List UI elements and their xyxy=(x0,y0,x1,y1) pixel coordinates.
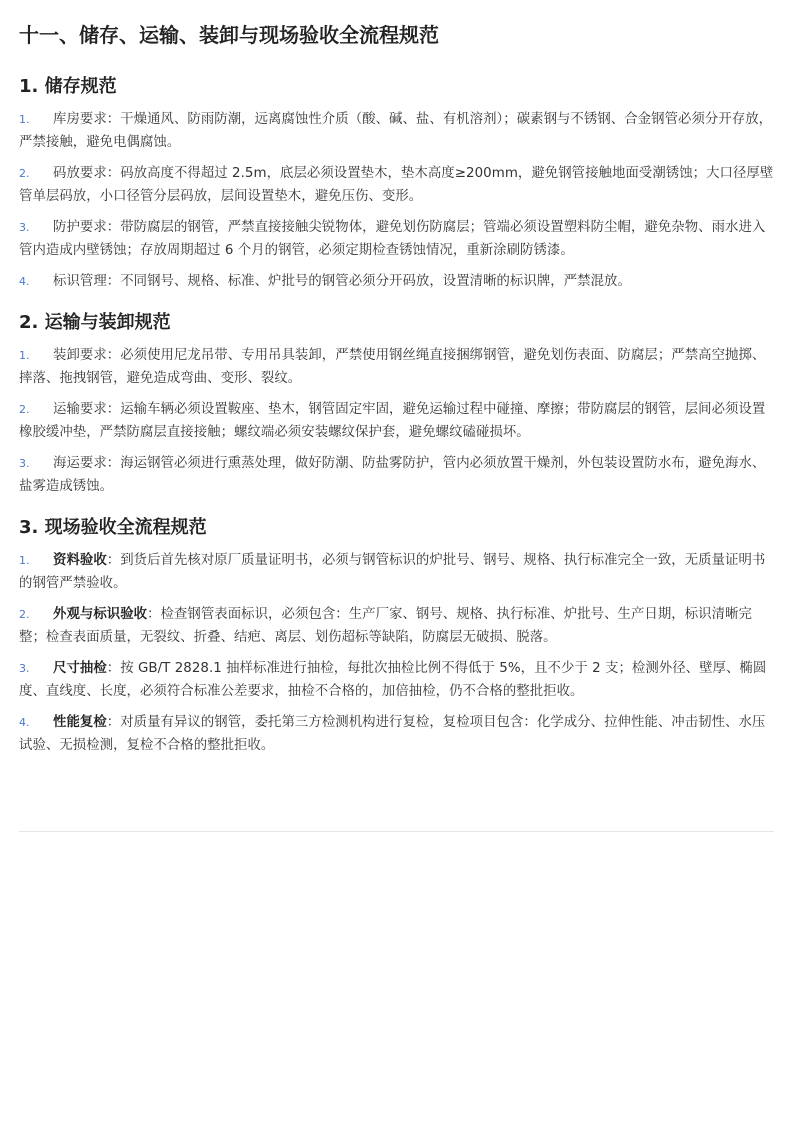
list-item xyxy=(19,452,774,498)
page-title: 十一、储存、运输、装卸与现场验收全流程规范 xyxy=(19,23,439,47)
item-text: 库房要求：干燥通风、防雨防潮，远离腐蚀性介质（酸、碱、盐、有机溶剂）；碳素钢与不锈钢、合金钢管必须分开存放，严禁接触，避免电偶腐蚀。 xyxy=(19,112,773,150)
item-number: 2. xyxy=(19,608,30,621)
acceptance-list xyxy=(19,549,774,757)
item-label: 资料验收 xyxy=(53,553,107,568)
list-item xyxy=(19,603,774,649)
transport-list xyxy=(19,344,774,498)
item-number: 1. xyxy=(19,113,30,126)
item-text: 运输要求：运输车辆必须设置鞍座、垫木，钢管固定牢固，避免运输过程中碰撞、摩擦；带防腐层的钢管，层间必须设置橡胶缓冲垫，严禁防腐层直接接触；螺纹端必须安装螺纹保护套，避免螺纹磕碰损坏。 xyxy=(19,402,766,440)
list-item xyxy=(19,711,774,757)
divider xyxy=(19,831,774,832)
list-item xyxy=(19,270,774,293)
item-number: 4. xyxy=(19,716,30,729)
item-text: 海运要求：海运钢管必须进行熏蒸处理，做好防潮、防盐雾防护，管内必须放置干燥剂，外包装设置防水布，避免海水、盐雾造成锈蚀。 xyxy=(19,456,766,494)
item-text: 防护要求：带防腐层的钢管，严禁直接接触尖锐物体，避免划伤防腐层；管端必须设置塑料防尘帽，避免杂物、雨水进入管内造成内壁锈蚀；存放周期超过 6 个月的钢管，必须定期检查锈蚀情况，重新涂刷防锈漆。 xyxy=(19,220,766,258)
item-text: 标识管理：不同钢号、规格、标准、炉批号的钢管必须分开码放，设置清晰的标识牌，严禁混放。 xyxy=(53,274,631,289)
list-item xyxy=(19,549,774,595)
item-label: 性能复检 xyxy=(53,715,107,730)
list-item xyxy=(19,344,774,390)
item-number: 2. xyxy=(19,167,30,180)
item-text: 码放要求：码放高度不得超过 2.5m，底层必须设置垫木，垫木高度≥200mm，避免钢管接触地面受潮锈蚀；大口径厚壁管单层码放，小口径管分层码放，层间设置垫木，避免压伤、变形。 xyxy=(19,166,774,204)
item-text: 装卸要求：必须使用尼龙吊带、专用吊具装卸，严禁使用钢丝绳直接捆绑钢管，避免划伤表面、防腐层；严禁高空抛掷、摔落、拖拽钢管，避免造成弯曲、变形、裂纹。 xyxy=(19,348,766,386)
item-text: ：到货后首先核对原厂质量证明书，必须与钢管标识的炉批号、钢号、规格、执行标准完全一致，无质量证明书的钢管严禁验收。 xyxy=(19,553,766,591)
item-text: ：对质量有异议的钢管，委托第三方检测机构进行复检，复检项目包含：化学成分、拉伸性能、冲击韧性、水压试验、无损检测，复检不合格的整批拒收。 xyxy=(19,715,766,753)
item-number: 4. xyxy=(19,275,30,288)
item-number: 2. xyxy=(19,403,30,416)
item-label: 外观与标识验收 xyxy=(53,607,148,622)
item-text: ：检查钢管表面标识，必须包含：生产厂家、钢号、规格、执行标准、炉批号、生产日期，标识清晰完整；检查表面质量，无裂纹、折叠、结疤、离层、划伤超标等缺陷，防腐层无破损、脱落。 xyxy=(19,607,752,645)
section-heading-acceptance: 3. 现场验收全流程规范 xyxy=(19,517,207,538)
item-label: 尺寸抽检 xyxy=(53,661,107,676)
storage-list xyxy=(19,108,774,293)
section-heading-storage: 1. 储存规范 xyxy=(19,76,117,97)
item-number: 3. xyxy=(19,662,30,675)
list-item xyxy=(19,657,774,703)
item-number: 3. xyxy=(19,457,30,470)
item-number: 3. xyxy=(19,221,30,234)
section-heading-transport: 2. 运输与装卸规范 xyxy=(19,312,171,333)
item-text: ：按 GB/T 2828.1 抽样标准进行抽检，每批次抽检比例不得低于 5%，且不少于 2 支；检测外径、壁厚、椭圆度、直线度、长度，必须符合标准公差要求，抽检不合格的，加倍抽检，仍不合格的整批拒收。 xyxy=(19,661,767,699)
list-item xyxy=(19,216,774,262)
item-number: 1. xyxy=(19,349,30,362)
list-item xyxy=(19,162,774,208)
list-item xyxy=(19,398,774,444)
item-number: 1. xyxy=(19,554,30,567)
list-item xyxy=(19,108,774,154)
